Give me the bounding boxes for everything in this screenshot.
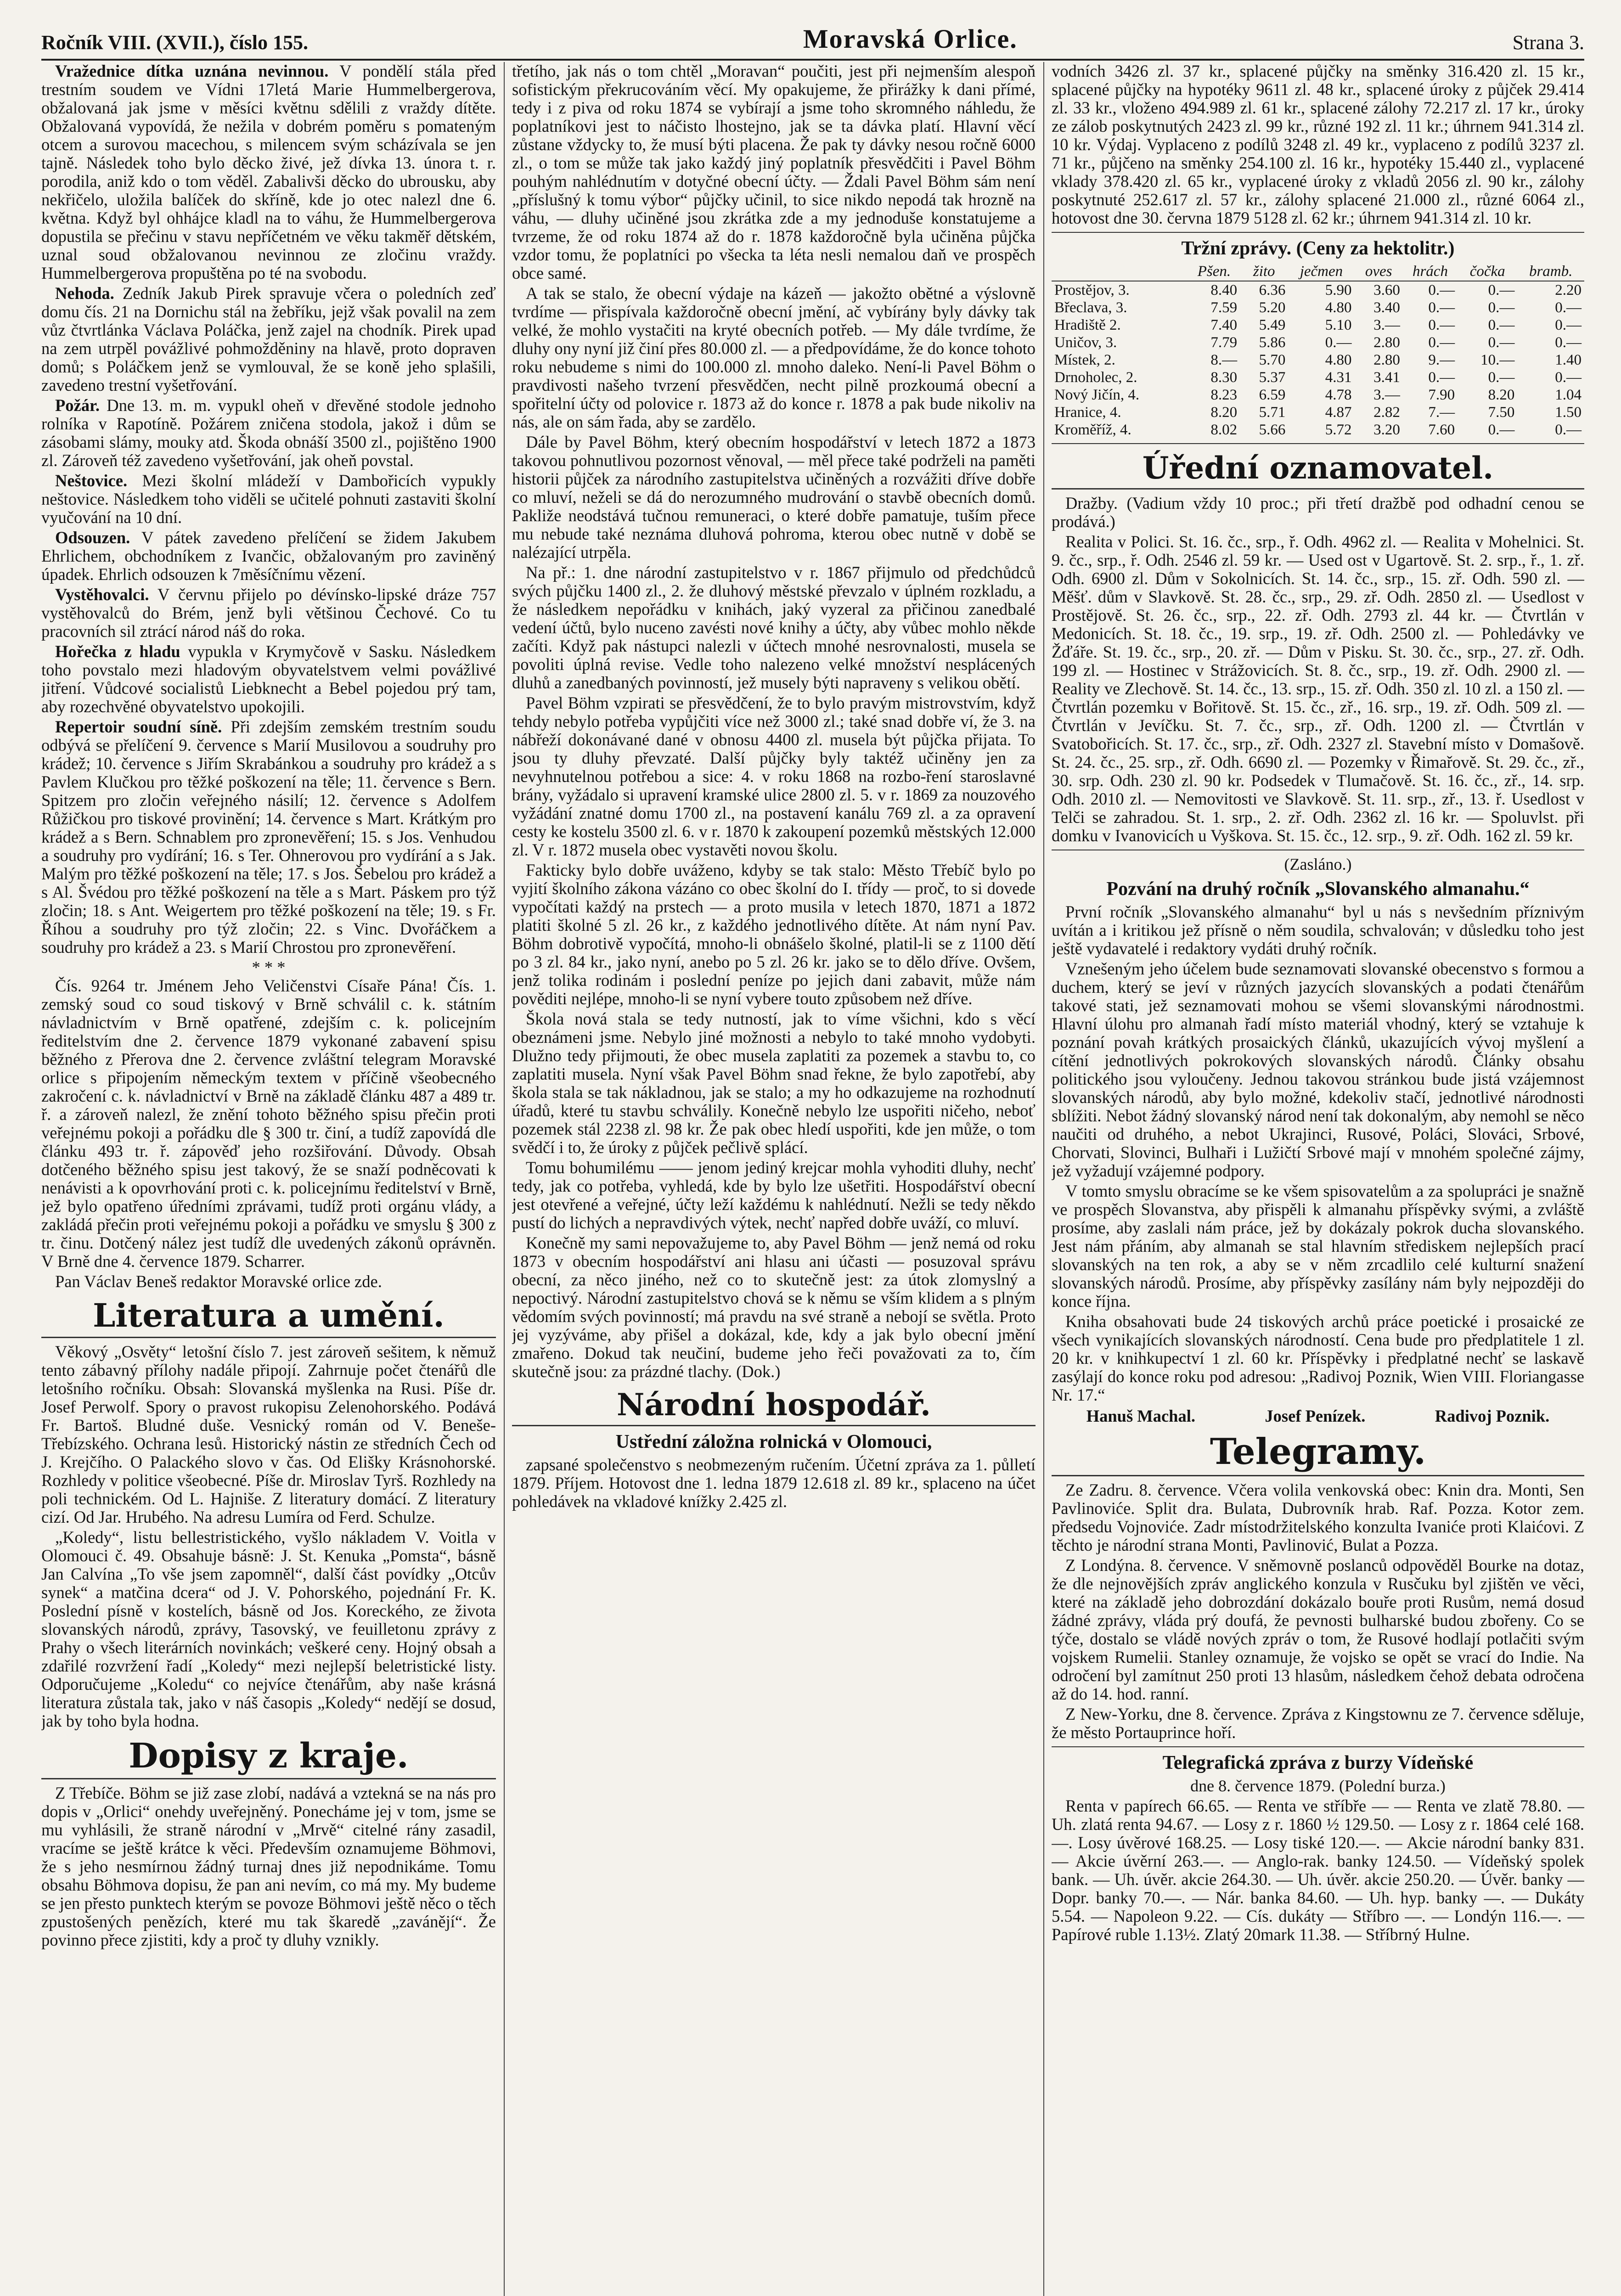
column-3 (1052, 62, 1584, 2296)
literatura-paragraph: „Koledy“, listu bellestristického, vyšlo nákladem V. Voitla v Olomouci č. 49. Obsahuje básně: J. St. Kenuka „Pomsta“, básně Jan Calvína „To vše jsem zapomněl“, další část povídky „Otcův synek“ a matčina dcera“ od J. V. Pohorského, pojednání Fr. K. Poslední písně v kostelích, básně od Jos. Koreckého, ze života slovanských národů, zprávy, Tasovský, ve feuilletonu zprávy z Prahy o všech literárních novinkách; veškeré ceny. Hojný obsah a zdařilé rozvržení řadí „Koledy“ mezi nejlepší beletristické listy. Odporučujeme „Koledu“ co nejvíce čtenářům, aby naše krásná literatura zůstala tak, jako v náš časopis „Koledy“ nedějí se dosud, jak by toho byla hodna. (41, 1528, 496, 1730)
price-cell: 1.04 (1555, 387, 1582, 403)
trebic-letter-paragraph: Dále by Pavel Böhm, který obecním hospodářství v letech 1872 a 1873 takovou pohnutlivou pozornost věnoval, — měl přece také podrželi na paměti historii půjček za národního zastupitelstva učiněných a rozvážiti dříve dobře co mluví, neželi se dá do nerozumného mudrování o stavbě obecních domů. Pakliže neodstává tučnou remuneraci, o které dobře pamatuje, tuším přece mu nebude také neznáma dluhová pohroma, kterou obec nutně v době se nalézající utrpěla. (512, 433, 1036, 562)
burza-title: Telegrafická zpráva z burzy Vídeňské (1162, 1752, 1474, 1773)
price-cell: 1.50 (1555, 404, 1582, 421)
trebic-letter-paragraph: Na př.: 1. dne národní zastupitelstvo v r. 1867 přijmulo od předchůdců svých půjčku 1400 zl., 2. že dluhový městské převzalo v úplném rozkladu, a že následkem nepořádku v knihách, jaký vyzeral za přičinou zanedbalé vedení účtů, bylo nuceno zavésti nové knihy a účty, aby vůbec mohlo někde začíti. Když pak nástupci nalezli v účtech mnohé nesrovnalosti, musela se povoliti úplná revise. Vedle toho nalezeno velké množství nesplácených dluhů a zanedbaných povinností, jež musely býti napraveny s velikou obětí. (512, 563, 1036, 692)
price-cell: 3.— (1373, 387, 1400, 403)
signature: Hanuš Machal. (1086, 1407, 1195, 1425)
price-cell: 7.— (1428, 404, 1455, 421)
price-cell: 0.— (1325, 334, 1352, 351)
section-title-uredni-oznamovatel: Úřední oznamovatel. (1052, 450, 1584, 490)
article-text: V pondělí stála před trestním soudem ve Vídni 17letá Marie Hummelbergerova, obžalovaná jak jsme v měsíci květnu sdělili z vraždy dítěte. Obžalovaná vypovídá, že nežila v dobrém poměru s pomateným otcem a surovou macechou, s milencem svým scházívala se jen tajně. Následek toho bylo děcko živé, jež dívka 13. února t. r. porodila, aniž kdo o tom věděl. Zabalivši děcko do ubrousku, aby nekřičelo, uložila balíček do skříně, kde jo otec nalezl dne 6. května. Když byl ohhájce kladl na to váhu, že Hummelbergerova dopustila se přečinu v stavu nepříčetném ve věku takměř dětském, uznal soud obžalovanou nevinnou ze zločinu vraždy. Hummelbergerova propuštěna po té na svobodu. (41, 62, 496, 282)
price-cell: 4.31 (1325, 369, 1352, 386)
price-cell: 7.60 (1428, 422, 1455, 438)
article-pozar (41, 396, 496, 470)
auction-intro: Dražby. (Vadium vždy 10 proc.; při třetí dražbě pod odhadní cenou se prodává.) (1052, 494, 1584, 531)
price-cell: 9.— (1428, 352, 1455, 368)
telegram-paragraph: Z Londýna. 8. července. V sněmovně poslanců odpověděl Bourke na dotaz, že dle nejnovějších zpráv anglického konzula v Rusčuku byl zjištěn ve věci, které na základě jeho dobrozdání dokázalo bouře proti Rusům, nemá dosud žádné zprávy, vláda prý doufá, že pevnosti bulharské budou zbořeny. Co se týče, dostalo se vládě nových zpráv o tom, že Rusové hodlají potlačiti svým vojskem Rumelii. Stanley oznamuje, že vojsko se opět se vrací do Indie. Na odročení byl zamítnut 250 proti 13 hlasům, následkem čehož debata odročena až do 14. hod. ranní. (1052, 1556, 1584, 1703)
article-kicker: Požár. (55, 396, 100, 415)
article-kicker: Hořečka z hladu (55, 642, 180, 661)
column-header: ječmen (1288, 262, 1354, 281)
market-table-row (1052, 369, 1584, 386)
section-title-narodni-hospodar: Národní hospodář. (512, 1387, 1036, 1426)
price-cell: 7.79 (1210, 334, 1238, 351)
auction-list: Realita v Polici. St. 16. čc., srp., ř. Odh. 4962 zl. — Realita v Mohelnici. St. 9. čc., srp., ř. Odh. 2546 zl. 59 kr. — Used ost v Ugartově. St. 2. srp., ř., 1. zř. Odh. 6900 zl. Dům v Sokolnicích. St. 14. čc., srp., 15. zř. Odh. 590 zl. — Měšť. dům v Slavkově. St. 28. čc., srp., 29. zř. Odh. 2850 zl. — Usedlost v Prostějově. St. 26. čc., srp., 22. zř. Odh. 2793 zl. 44 kr. — Čtvrtlán v Medonicích. St. 18. čc., 19. srp., 19. zř. Odh. 2500 zl. — Pohledávky ve Žďáře. St. 19. čc., srp., 20. zř. — Dům v Pisku. St. 30. čc., srp., 27. zř. Odh. 199 zl. — Hostinec v Strážovicích. St. 8. čc., srp., 19. zř. Odh. 2900 zl. — Reality ve Zlechově. St. 14. čc., 13. srp., 15. zř. Odh. 350 zl. 10 zl. a 150 zl. — Čtvrtlán pozemku v Bořitově. St. 15. čc., zř., 16. srp., 19. zř. Odh. 509 zl. — Čtvrtlán v Jevíčku. St. 7. čc., srp., zř. Odh. 1200 zl. — Čtvrtlán v Svatobořicích. St. 17. čc., srp., zř. Odh. 2327 zl. Stavební místo v Domašově. St. 24. čc., 25. srp., zř. Odh. 6690 zl. — Pozemky v Řimařově. St. 29. čc., zř., 30. srp. Odh. 230 zl. 90 kr. Podsedek v Tlumačově. St. 16. čc., zř., 14. srp. Odh. 2010 zl. — Nemovitosti ve Slavkově. St. 11. srp., zř., 13. ř. Usedlost v Telči se zahradou. St. 1. srp., 2. zř. Odh. 2362 zl. 16 kr. — Spoluvlst. při domku v Ivanovicích u Vyškova. St. 15. čc., 12. srp., 9. zř. Odh. 162 zl. 59 kr. (1052, 532, 1584, 845)
market-table-row (1052, 334, 1584, 351)
market-table-row (1052, 351, 1584, 369)
masthead: Moravská Orlice. (803, 24, 1018, 54)
price-cell: 0.— (1428, 282, 1455, 298)
telegram-paragraph: Ze Zadru. 8. července. Včera volila venkovská obec: Knin dra. Monti, Sen Pavlinoviće. Split dra. Bulata, Dubrovník hrab. Raf. Pozza. Kotor zem. předsedu Vojnoviće. Zadr místodržitelského konzulta Ivaniće proti Klaićovi. Z těchto je národní strana Monti, Pavlinović, Bulat a Pozza. (1052, 1480, 1584, 1554)
divider (1052, 232, 1584, 233)
column-header: žito (1240, 262, 1288, 281)
market-town-cell: Hradiště 2. (1054, 317, 1121, 333)
price-cell: 5.20 (1259, 299, 1286, 316)
market-town-cell: Uničov, 3. (1054, 334, 1117, 351)
price-cell: 0.— (1428, 317, 1455, 333)
zalozna-heading: Ustřední záložna rolnická v Olomouci, (615, 1431, 932, 1452)
section-separator-stars: * * * (252, 958, 286, 977)
column-header: bramb. (1517, 262, 1584, 281)
burza-date: dne 8. července 1879. (Polední burza.) (1190, 1777, 1446, 1795)
article-vrazednice (41, 62, 496, 282)
trebic-letter-paragraph: Pavel Böhm vzpirati se přesvědčení, že to bylo pravým mistrovstvím, když tehdy nebylo potřeba vypůjčiti více než 3000 zl.; také snad dobře ví, že 3. na nábřeží dokonávané dané v obnosu 4400 zl. musela být půjčka přijata. To jsou ty dluhy převzaté. Další půjčky byly taktéž učiněny jen za nevyhnutelnou potřebou a sice: 4. v roku 1868 na rozbo-ření staroslavné brány, vyžádalo si upravení kramské ulice 2800 zl. 5. v r. 1869 za nouzového vyžádání znatné domu 1700 zl., na postavení kanálu 769 zl. a za opravení cesty ke kostelu 3500 zl. 6. v r. 1870 k zakoupení pozemků městských 12.000 zl. V r. 1872 musela obec vystavěti novou školu. (512, 693, 1036, 859)
page-number: Strana 3. (1512, 31, 1584, 54)
article-horecka (41, 642, 496, 716)
price-cell: 3.60 (1373, 282, 1400, 298)
divider (1052, 1746, 1584, 1747)
article-text: V červnu přijelo po dévínsko-lipské dráze 757 vystěhovalců do Brém, jenž byli většinou Čechové. Co tu pracovních sil ztrácí národ náš do roka. (41, 585, 496, 641)
trebic-letter-paragraph: Fakticky bylo dobře uváženo, kdyby se tak stalo: Město Třebíč bylo po vyjití školního zákona vázáno co obec školní do I. třídy — proč, to si dovede vypočítati každý na prstech — a proto musila v letech 1870, 1871 a 1872 platiti školné 5 zl. 26 kr., z každého jednotlivého dítěte. At nám nyní Pav. Böhm dobrotivě vypočítá, mnoho-li obnášelo školné, platil-li se z 1100 dětí po 3 zl. 84 kr., jako nyní, anebo po 5 zl. 26 kr. jako se to dělo dříve. Ovšem, jenž tolika rodinám i poslední peníze po jejich dani zabavit, může nám pověditi nejlépe, mnoho-li se nyní vybere touto způsobem než dříve. (512, 861, 1036, 1008)
price-cell: 5.90 (1325, 282, 1352, 298)
section-title-telegramy: Telegramy. (1052, 1432, 1584, 1476)
market-price-table (1052, 262, 1584, 439)
market-table-body (1052, 281, 1584, 439)
article-kicker: Vystěhovalci. (55, 585, 149, 604)
price-cell: 5.49 (1259, 317, 1286, 333)
trebic-letter-paragraph: Škola nová stala se tedy nutností, jak to víme všichni, kdo s věcí obeznámeni jsme. Nebylo jiné možnosti a nebylo to také mnoho vydobyti. Dlužno tedy přijmouti, že obec musela zaplatiti za pozemek a stavbu to, co zaplatiti musela. Nyní však Pavel Böhm snad řekne, že bylo zapotřebí, aby škola stala se tak nákladnou, jak se stalo; a my ho odkazujeme na rozhodnutí úřadů, které tu stavbu schválily. Konečně nebylo lze uspořiti ničeho, neboť pozemek stál 2238 zl. 98 kr. Že pak obec hledí uspořiti, kde jen může, o tom svědčí i to, že úroky z půjček pečlivě splácí. (512, 1009, 1036, 1157)
page-header (41, 13, 1584, 61)
market-town-cell: Drnoholec, 2. (1054, 369, 1137, 386)
price-cell: 5.71 (1259, 404, 1286, 421)
price-cell: 2.82 (1373, 404, 1400, 421)
almanah-paragraph: První ročník „Slovanského almanahu“ byl u nás s nevšedním příznivým uvítán a i kritikou jež přísně o něm soudila, schvalován; v důsledku toho jest ještě vydavatelé i redaktory vydáti druhý ročník. (1052, 902, 1584, 958)
trebic-letter-paragraph: A tak se stalo, že obecní výdaje na kázeň — jakožto obětné a výslovně tvrdíme — přispívala každoročně obecní jmění, ač vybírány byly dávky tak velké, že mohlo vystačiti na kryté obecních potřeb. — My dále tvrdíme, že dluhy ony nyní již činí přes 80.000 zl. — a předpovídáme, že do konce tohoto roku nebudeme s nimi do 100.000 zl. mnoho daleko. Není-li Pavel Böhm o pravdivosti našeho tvrzení přesvědčen, necht pilně prozkoumá obecní a spořitelní účty od polovice r. 1873 až do konce r. 1878 a pak bude nikoliv na nás, ale on sám řada, aby se zardělo. (512, 284, 1036, 431)
price-cell: 5.86 (1259, 334, 1286, 351)
market-town-cell: Místek, 2. (1054, 352, 1115, 368)
column-1 (41, 62, 496, 2296)
almanah-paragraph: V tomto smyslu obracíme se ke všem spisovatelům a za spolupráci je snažně ve prospěch Slovanstva, aby přispěli k almanahu příspěvky svými, a zvláště prosíme, aby zaslali nám práce, jež by dokázaly pokrok ducha slovanského. Jest nám přáním, aby almanah se stal hlavním střediskem nejlepších prací slovanských na ten rok, a aby se v něm zrcadlilo celé kulturní snažení slovanských národů. Prosíme, aby příspěvky zasílány nám byly nejpozději do konce října. (1052, 1182, 1584, 1311)
column-rule (1043, 62, 1044, 2296)
price-cell: 8.23 (1210, 387, 1238, 403)
price-cell: 7.50 (1488, 404, 1515, 421)
price-cell: 2.20 (1555, 282, 1582, 298)
column-2 (512, 62, 1036, 2296)
price-cell: 4.80 (1325, 299, 1352, 316)
market-table-row (1052, 404, 1584, 421)
price-cell: 3.— (1373, 317, 1400, 333)
article-repertoir (41, 718, 496, 957)
column-header: oves (1355, 262, 1403, 281)
column-header: Pšen. (1188, 262, 1240, 281)
trebic-letter-paragraph: třetího, jak nás o tom chtěl „Moravan“ poučiti, jest při nejmenším alespoň sofistickým překrucováním věcí. My opakujeme, že přirážky k dani přímé, tedy i z piva od roku 1874 se vybírají a jsme toho skromného náhledu, že poplatníkovi jest to náčisto lhostejno, jak se ta dávka platí. Hlavní věcí zůstane vždycky to, že musí býti placena. Že pak ty dávky nesou ročně 6000 zl., o tom se může tak jako každý jiný poplatník přesvědčiti i Pavel Böhm pouhým nahlédnutím v dotyčné obecní účty. — Ždali Pavel Böhm sám není „příslušný k tomu výbor“ půjčky učinil, to sice nikdo nepodá tak hrozně na váhu, — dluhy učiněné jsou zkrátka zde a my jednoduše konstatujeme a tvrzeme, že od roku 1874 až do r. 1878 každoročně byla učiněna půjčka vzdor tomu, že poplatníci po všecka ta léta nesli nemalou daň ve prospěch obce samé. (512, 62, 1036, 282)
almanah-paragraph: Kniha obsahovati bude 24 tiskových archů práce poetické i prosaické ze všech vynikajících slovanských národností. Cena bude pro předplatitele 1 zl. 20 kr. v knihkupectví 1 zl. 60 kr. Příspěvky i předplatné nechť se laskavě zasýlají do konce roku pod adresou: „Radivoj Poznik, Wien VIII. Floriangasse Nr. 17.“ (1052, 1312, 1584, 1404)
issue-number: Ročník VIII. (XVII.), číslo 155. (41, 31, 309, 54)
price-cell: 0.— (1488, 334, 1515, 351)
price-cell: 8.20 (1210, 404, 1238, 421)
article-text: Při zdejším zemském trestním soudu odbývá se přelíčení 9. července s Marií Musilovou a soudruhy pro krádež; 10. července s Jiřím Skrabánkou a soudruhy pro krádež a s Pavlem Klučkou pro těžké poškození na těle; 11. července s Bern. Spitzem pro zločin veřejného násilí; 12. července s Adolfem Růžičkou pro tiskové provinění; 14. července s Mart. Krátkým pro krádež a s Bern. Schnablem pro zpronevěření; 15. s Jos. Venhudou a soudruhy pro vydírání; 16. s Ter. Ohnerovou pro vydírání a s Jak. Malým pro těžké poškození na těle; 17. s Jos. Šebelou pro krádež a s Al. Švédou pro těžké poškození na těle a s Mart. Páskem pro týž zločin; 18. s Ant. Weigertem pro těžké poškození na těle; 19. s Fr. Říhou a soudruhy pro týž zločin; 22. s Vinc. Dvořáčkem a soudruhy pro krádež a 23. s Marií Chrostou pro zpronevěření. (41, 717, 496, 957)
market-town-cell: Hranice, 4. (1054, 404, 1121, 421)
price-cell: 0.— (1555, 299, 1582, 316)
signature: Josef Penízek. (1265, 1407, 1366, 1425)
price-cell: 8.02 (1210, 422, 1238, 438)
price-cell: 7.40 (1210, 317, 1238, 333)
zaslano-kicker: (Zasláno.) (1284, 855, 1352, 873)
price-cell: 5.66 (1259, 422, 1286, 438)
signature: Radivoj Poznik. (1435, 1407, 1550, 1425)
article-vystehovalci (41, 585, 496, 641)
price-cell: 3.41 (1373, 369, 1400, 386)
article-kicker: Vražednice dítka uznána nevinnou. (55, 62, 329, 80)
price-cell: 0.— (1488, 422, 1515, 438)
price-cell: 4.80 (1325, 352, 1352, 368)
trebic-letter-paragraph: Tomu bohumilému —— jenom jediný krejcar mohla vyhoditi dluhy, nechť tedy, jak co potřeba, vyhledá, kde by bylo lze ušetřiti. Hospodářství obecní jest otevřené a veřejné, účty leží každému k nahlédnutí. Nežli se tedy někdo pustí do lichých a nepravdivých výtek, nechť napřed dobře uváží, co mluví. (512, 1158, 1036, 1232)
price-cell: 0.— (1555, 334, 1582, 351)
market-table-header (1052, 262, 1584, 281)
article-kicker: Repertoir soudní síně. (55, 717, 222, 736)
price-cell: 5.72 (1325, 422, 1352, 438)
price-cell: 5.37 (1259, 369, 1286, 386)
price-cell: 3.40 (1373, 299, 1400, 316)
court-decree: Čís. 9264 tr. Jménem Jeho Veličenstvi Císaře Pána! Čís. 1. zemský soud co soud tiskový v Brně schválil c. k. státním návladnictvím v Brně opatřené, zdejším c. k. policejním ředitelstvím dne 2. července 1879 vykonané zabavení spisu běžného z Přerova dne 2. července zvláštní telegram Moravské orlice s připojením německým textem v příčině všeobecného zakročení c. k. návladnictví v Brně na základě článku 487 a 489 tr. ř. a zároveň nalezl, že znění tohoto běžného spisu přečin proti veřejnému pokoji a pořádku dle § 300 tr. činí, a tudíž zapovídá dle článku 493 tr. ř. zápověď jeho rozšiřování. Důvody. Obsah dotčeného běžného spisu jest takový, že se snaží podněcovati k nenávisti a k opovrhování proti c. k. policejnímu ředitelství v Brně, jež bylo opatřeno úředními zprávami, tudíž proti orgánu vlády, a zakládá přečin proti veřejnému pokoji a pořádku ve smyslu § 300 z tr. činu. Dotčený nález jest tudíž dle uvedených zákonů oprávněn. V Brně dne 4. července 1879. Scharrer. (41, 976, 496, 1271)
column-header: čočka (1458, 262, 1517, 281)
price-cell: 6.36 (1259, 282, 1286, 298)
price-cell: 7.90 (1428, 387, 1455, 403)
market-town-cell: Kroměříž, 4. (1054, 422, 1131, 438)
price-cell: 0.— (1488, 282, 1515, 298)
article-text: vypukla v Krymyčově v Sasku. Následkem toho povstalo mezi hladovým obyvatelstvem velmi povážlivé jitření. Vůdcové socialistů Liebknecht a Bebel pojedou prý tam, aby rozechvěné obyvatelstvo upokojili. (41, 642, 496, 716)
section-title-dopisy: Dopisy z kraje. (41, 1737, 496, 1779)
section-title-literatura: Literatura a umění. (41, 1297, 496, 1338)
article-kicker: Neštovice. (55, 471, 128, 490)
literatura-paragraph: Věkový „Osvěty“ letošní číslo 7. jest zároveň sešitem, k němuž tento zábavný přílohy nadále připojí. Zahrnuje počet čtenářů dle letošního ročníku. Obsah: Slovanská myšlenka na Rusi. Píše dr. Josef Perwolf. Spory o pravost rukopisu Zelenohorského. Podává Fr. Bartoš. Bludné duše. Vesnický román od V. Beneše-Třebízského. Ochrana lesů. Historický nástin ze středních Čech od J. Krejčího. O Palackého slovo v čas. Od Elišky Krásnohorské. Rozhledy v politice všeobecné. Píše dr. Miroslav Tyrš. Rozhledy na poli technickém. Od L. Hajniše. Z literatury domácí. Z literatury cizí. Od Jar. Hrubého. Na adresu Lumíra od Ferd. Schulze. (41, 1342, 496, 1526)
column-header: hrách (1403, 262, 1458, 281)
price-cell: 10.— (1480, 352, 1515, 368)
market-table-row (1052, 421, 1584, 439)
price-cell: 7.59 (1210, 299, 1238, 316)
zalozna-continued: vodních 3426 zl. 37 kr., splacené půjčky na směnky 316.420 zl. 15 kr., splacené půjčky na hypotéky 9611 zl. 48 kr., splacené úroky z půjček 29.414 zl. 33 kr., vloženo 494.989 zl. 61 kr., splacené zálohy 72.217 zl. 17 kr., úroky ze zálob poskytnutých 2423 zl. 99 kr., různé 192 zl. 11 kr.; úhrnem 941.314 zl. 10 kr. Výdaj. Vyplaceno z podílů 3248 zl. 49 kr., vyplaceno z podílů 3237 zl. 71 kr., půjčeno na směnky 254.100 zl. 16 kr., hypotéky 15.440 zl., vyplacené vklady 378.420 zl. 65 kr., vyplacené úroky z vkladů 2056 zl. 90 kr., zálohy poskytnuté 252.617 zl. 57 kr., zálohy splacené 21.000 zl., různé 6064 zl., hotovost dne 30. června 1879 5128 zl. 62 kr.; úhrnem 941.314 zl. 10 kr. (1052, 62, 1584, 227)
price-cell: 0.— (1488, 299, 1515, 316)
article-text: V pátek zavedeno přelíčení se židem Jakubem Ehrlichem, obchodníkem z Ivančic, obžalovaným pro zaviněný úpadek. Ehrlich odsouzen k 7měsíčnímu vězení. (41, 528, 496, 584)
market-table-row (1052, 386, 1584, 404)
price-cell: 4.78 (1325, 387, 1352, 403)
price-cell: 2.80 (1373, 334, 1400, 351)
almanah-signatures (1052, 1407, 1584, 1425)
article-nehoda (41, 284, 496, 394)
telegram-paragraph: Z New-Yorku, dne 8. července. Zpráva z Kingstownu ze 7. července sděluje, že město Portauprince hoří. (1052, 1705, 1584, 1742)
zalozna-paragraph: zapsané společenstvo s neobmezeným ručením. Účetní zpráva za 1. půlletí 1879. Příjem. Hotovost dne 1. ledna 1879 12.618 zl. 89 kr., splaceno na účet pohledávek na vkladové knížky 2.425 zl. (512, 1455, 1036, 1511)
market-table-row (1052, 316, 1584, 334)
market-report-title: Tržní zprávy. (Ceny za hektolitr.) (1181, 238, 1455, 259)
editor-note: Pan Václav Beneš redaktor Moravské orlice zde. (55, 1272, 382, 1291)
price-cell: 0.— (1555, 369, 1582, 386)
price-cell: 0.— (1488, 317, 1515, 333)
price-cell: 6.59 (1259, 387, 1286, 403)
article-odsouzen (41, 529, 496, 584)
price-cell: 3.20 (1373, 422, 1400, 438)
price-cell: 0.— (1555, 317, 1582, 333)
market-table-row (1052, 281, 1584, 299)
column-rule (504, 62, 505, 2296)
dopisy-paragraph: Z Třebíče. Böhm se již zase zlobí, nadává a vztekná se na nás pro dopis v „Orlici“ onehdy uveřejněný. Ponecháme jej v tom, jsme se mu vyhlásili, že straně národní v „Mrvě“ citelné rány zasadil, vracíme se ještě krátce k věci. Především oznamujeme Böhmovi, že s jeho nesmírnou žádný turnaj dnes již nepodnikáme. Tomu obsahu Böhmova dopisu, že pan ani nevím, co má my. My budeme se jen přesto punktech kterým se povoze Böhmovi ještě něco o těch zpustošených penězích, které mu tak škaredě „zavánějí“. Že povinno přece zjistiti, kdy a proč ty dluhy vznikly. (41, 1784, 496, 1949)
price-cell: 0.— (1555, 422, 1582, 438)
burza-text: Renta v papírech 66.65. — Renta ve stříbře — — Renta ve zlatě 78.80. — Uh. zlatá renta 94.67. — Losy z r. 1860 ½ 129.50. — Losy z r. 1864 celé 168.—. Losy úvěrové 168.25. — Losy tiské 120.—. — Akcie národní banky 831. — Akcie úvěrní 263.—. — Anglo-rak. banky 124.50. — Vídeňský spolek bank. — Uh. úvěr. akcie 264.30. — Uh. úvěr. akcie 250.20. — Úvěr. banky — Dopr. banky 70.—. — Nár. banka 84.60. — Uh. hyp. banky —. — Dukáty 5.54. — Napoleon 9.22. — Cís. dukáty — Stříbro —. — Londýn 116.—. — Papírové ruble 1.13½. Zlatý 20mark 11.38. — Stříbrný Hulne. (1052, 1796, 1584, 1944)
almanah-paragraph: Vznešeným jeho účelem bude seznamovati slovanské obecenstvo s formou a duchem, který se jeví v různých jazycích slovanských a podati čtenářům takové stati, jež seznamovati mohou se všemi slovanskými národnostmi. Hlavní úlohu pro almanah řadí místo materiál vhodný, který se vztahuje k poznání povah krátkých prosaických článků, ukazujících vývoj myšlení a cítění jednotlivých pokrokových slovanských národů. Články obsahu politického jsou vyloučeny. Jednou takovou stránkou bude jistá vzájemnost slovanských národů, aby bylo možné, kdekoliv stačí, jednotlivé národnosti sblížiti. Nebot žádný slovanský národ není tak dokonalým, aby nemohl se něco naučiti od druhého, a nebot Ukrajinci, Rusové, Poláci, Slováci, Srbové, Chorvati, Slovinci, Bulhaři i Lužičtí Srbové mají v mnohém společné zájmy, jež vyžadují vzájemné podpory. (1052, 959, 1584, 1180)
price-cell: 0.— (1428, 369, 1455, 386)
price-cell: 8.30 (1210, 369, 1238, 386)
article-text: Dne 13. m. m. vypukl oheň v dřevěné stodole jednoho rolníka v Rapotíně. Požárem zničena stodola, jakož i dům se zásobami slámy, mouky atd. Škoda obnáší 3500 zl., pojištěno 1900 zl. Zároveň též zavedeno vyšetřování, jak oheň povstal. (41, 396, 496, 470)
market-town-cell: Břeclava, 3. (1054, 299, 1127, 316)
almanah-title: Pozvání na druhý ročník „Slovanského almanahu.“ (1106, 878, 1530, 900)
divider (1052, 443, 1584, 444)
price-cell: 8.20 (1488, 387, 1515, 403)
market-town-cell: Nový Jičín, 4. (1054, 387, 1140, 403)
price-cell: 8.40 (1210, 282, 1238, 298)
article-text: Zedník Jakub Pirek spravuje včera o poledních zeď domu čís. 21 na Dornichu stál na žebříku, jejž však povalil na zem vůz čtvrtlánka Václava Poláčka, jenž zajel na chodník. Pirek upad na zem utrpěl povážlivé pohmožděniny na hlavě, proto dopraven domů; s Poláčkem jenž se vymlouval, že se koně jeho splašili, zavedeno trestní vyšetřování. (41, 284, 496, 394)
column-header (1052, 262, 1188, 281)
price-cell: 2.80 (1373, 352, 1400, 368)
price-cell: 0.— (1488, 369, 1515, 386)
market-town-cell: Prostějov, 3. (1054, 282, 1130, 298)
price-cell: 1.40 (1555, 352, 1582, 368)
price-cell: 5.70 (1259, 352, 1286, 368)
trebic-letter-paragraph: Konečně my sami nepovažujeme to, aby Pavel Böhm — jenž nemá od roku 1873 v obecním hospodářství ani hlasu ani účasti — posuzoval správu obecní, za něco jiného, než co to skutečně jest: za útok zlomyslný a nepoctivý. Národní zastupitelstvo chová se k němu se vším klidem a s plným vědomím svých povinností; má pravdu na své straně a nebojí se světla. Proto jej vyzýváme, aby přišel a dokázal, kde, kdy a jak bylo obecní jmění zmařeno. Dokud tak neučiní, budeme jeho řeči považovati za to, čím skutečně jsou: za prázdné tlachy. (Dok.) (512, 1233, 1036, 1381)
article-nestovice (41, 472, 496, 527)
price-cell: 5.10 (1325, 317, 1352, 333)
article-kicker: Odsouzen. (55, 528, 130, 547)
price-cell: 0.— (1428, 299, 1455, 316)
price-cell: 8.— (1210, 352, 1238, 368)
article-kicker: Nehoda. (55, 284, 114, 303)
article-text: Mezi školní mládeží v Dambořicích vypukly neštovice. Následkem toho viděli se učitelé pohnuti zastaviti školní vyučování na 10 dní. (41, 471, 496, 527)
market-table-row (1052, 299, 1584, 316)
price-cell: 0.— (1428, 334, 1455, 351)
price-cell: 4.87 (1325, 404, 1352, 421)
